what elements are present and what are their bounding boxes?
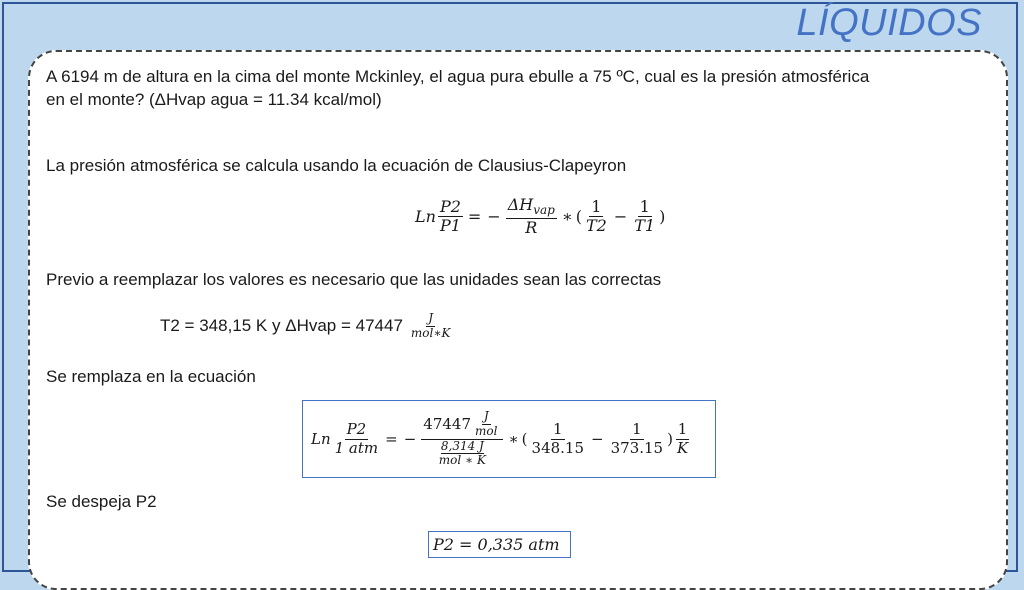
eq2-k-num: 1 (677, 420, 688, 439)
answer-text: P2 = 0,335 atm (433, 535, 560, 554)
eq2-rparen: ) (667, 430, 673, 448)
answer-box (428, 531, 571, 558)
eq2-num-value: 47447 (423, 414, 472, 433)
eq2-inv-t2 (530, 421, 587, 457)
eq2-minus: − (403, 430, 417, 448)
intro-text: La presión atmosférica se calcula usando la ecuación de Clausius-Clapeyron (46, 156, 627, 175)
units-note: Previo a reemplazar los valores es necesario que las unidades sean las correctas (46, 270, 662, 289)
values-unit-den: mol∗K (410, 325, 451, 340)
eq1-ln: Ln (415, 207, 436, 227)
eq2-minus-2: − (591, 430, 604, 448)
eq2-equals: = (385, 430, 398, 448)
eq2-p1: 1 atm (334, 438, 379, 457)
replace-note: Se remplaza en la ecuación (46, 367, 256, 386)
slide-title: LÍQUIDOS (796, 2, 982, 44)
eq2-inv-t1 (609, 421, 666, 457)
eq1-lparen: ( (575, 207, 582, 227)
eq2-inv-k (675, 421, 690, 457)
eq2-num-unit-n: J (483, 408, 489, 423)
problem-line-1: A 6194 m de altura en la cima del monte Mckinley, el agua pura ebulle a 75 ºC, cual es la presión atmosférica (46, 67, 870, 86)
eq2-one-b: 1 (632, 420, 642, 439)
eq2-num-unit-d: mol (475, 423, 498, 438)
eq2-t1: 373.15 (610, 438, 664, 457)
values-unit-num: J (428, 311, 434, 325)
eq1-rparen: ) (659, 207, 666, 227)
eq1-minus-2: − (613, 207, 628, 227)
values-text: T2 = 348,15 K y ΔHvap = 47447 (160, 316, 403, 336)
eq2-ln: Ln (311, 430, 331, 448)
eq1-r: R (525, 217, 538, 237)
eq1-inv-t2 (584, 198, 609, 236)
problem-line-2: en el monte? (ΔHvap agua = 11.34 kcal/mol) (46, 90, 382, 109)
eq2-pressure-ratio (333, 421, 381, 457)
eq1-one-b: 1 (639, 196, 650, 216)
eq1-dh-sub: vap (533, 203, 555, 218)
eq1-p2: P2 (439, 196, 461, 216)
eq1-one-a: 1 (591, 196, 602, 216)
eq1-equals: = (467, 207, 482, 227)
eq1-p1: P1 (439, 216, 461, 236)
eq1-t2: T2 (585, 216, 607, 236)
eq1-minus: − (487, 207, 501, 227)
eq1-times: ∗ (561, 207, 573, 227)
eq2-p2: P2 (346, 420, 367, 439)
eq2-num-unit (473, 410, 499, 439)
values-line (160, 312, 454, 341)
eq1-dh: ΔH (507, 195, 534, 214)
eq2-times: ∗ (508, 430, 519, 448)
substituted-equation-box (302, 400, 716, 478)
clausius-clapeyron-equation (415, 196, 665, 237)
eq1-enthalpy-fraction (506, 196, 557, 237)
eq1-inv-t1 (632, 198, 657, 236)
eq2-den-unit: mol ∗ K (438, 453, 486, 468)
values-unit (409, 312, 453, 341)
eq2-lparen: ( (521, 430, 528, 448)
solve-label: Se despeja P2 (46, 492, 157, 511)
eq2-enthalpy-fraction (421, 410, 503, 468)
eq2-k-den: K (676, 438, 689, 457)
eq1-pressure-ratio (438, 198, 463, 236)
eq2-t2: 348.15 (531, 438, 585, 457)
eq2-one-a: 1 (553, 420, 563, 439)
eq2-den-value: 8,314 J (440, 438, 484, 453)
eq1-t1: T1 (634, 216, 656, 236)
